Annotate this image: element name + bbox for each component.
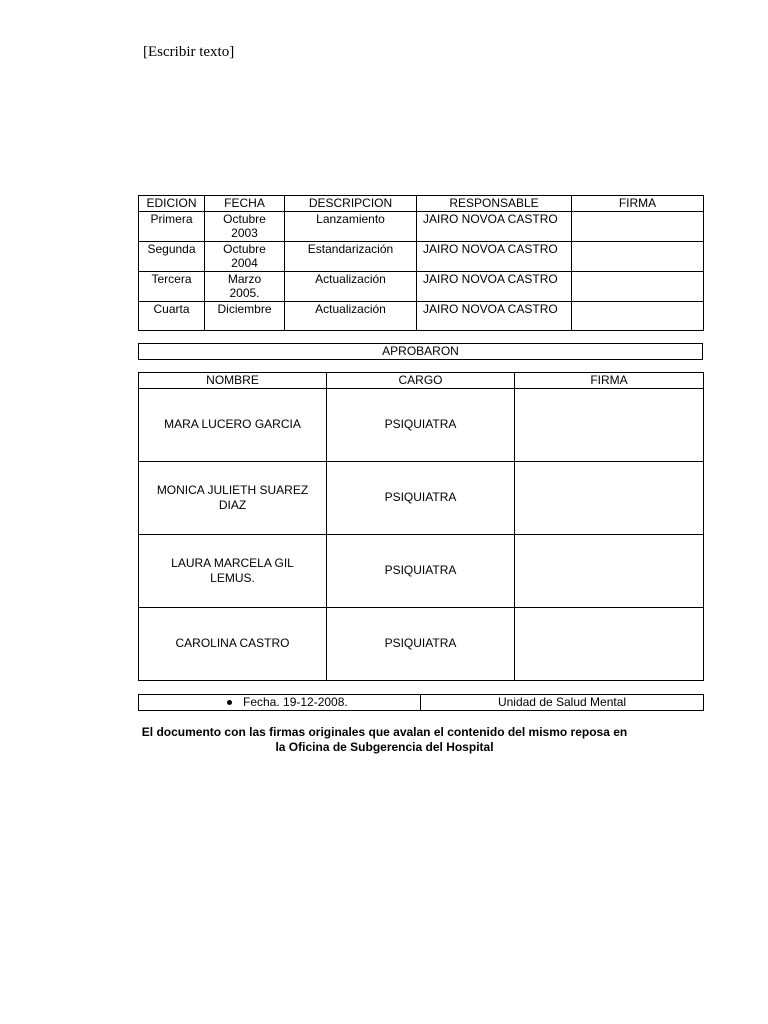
fecha-cell xyxy=(205,301,285,330)
fecha-line2: 2003 xyxy=(231,226,258,240)
fecha-line1: Octubre xyxy=(223,211,266,226)
responsable-cell: JAIRO NOVOA CASTRO xyxy=(417,211,572,241)
nombre-cell xyxy=(139,534,327,607)
approvers-table xyxy=(138,372,704,681)
fecha-line2: 2005. xyxy=(229,286,260,300)
header-placeholder: [Escribir texto] xyxy=(143,44,235,60)
nombre-line2: LEMUS. xyxy=(210,570,255,585)
nombre-line1: MARA LUCERO GARCIA xyxy=(164,417,301,432)
fecha-line1: Diciembre xyxy=(217,301,272,316)
edition-row xyxy=(139,271,704,301)
header-firma: FIRMA xyxy=(572,196,704,212)
fecha-cell xyxy=(205,211,285,241)
fecha-cell xyxy=(205,271,285,301)
unidad-cell: Unidad de Salud Mental xyxy=(421,695,704,711)
fecha-text: Fecha. 19-12-2008. xyxy=(243,695,348,709)
cargo-cell: PSIQUIATRA xyxy=(327,607,515,680)
note-line1: El documento con las firmas originales que avalan el contenido del mismo reposa en xyxy=(141,725,628,739)
signature-cell xyxy=(515,388,704,461)
edition-row xyxy=(139,241,704,271)
edition-table xyxy=(138,195,704,331)
edition-header-row xyxy=(139,196,704,212)
approvers-header-row xyxy=(139,373,704,389)
fecha-cell xyxy=(139,695,421,711)
descripcion-cell: Estandarización xyxy=(285,241,417,271)
header-responsable: RESPONSABLE xyxy=(417,196,572,212)
responsable-cell: JAIRO NOVOA CASTRO xyxy=(417,301,572,330)
header-descripcion: DESCRIPCION xyxy=(285,196,417,212)
edicion-cell: Cuarta xyxy=(139,301,205,330)
firma-cell xyxy=(572,211,704,241)
header-cargo: CARGO xyxy=(327,373,515,389)
responsable-cell: JAIRO NOVOA CASTRO xyxy=(417,271,572,301)
nombre-cell xyxy=(139,461,327,534)
edicion-cell: Segunda xyxy=(139,241,205,271)
header-firma: FIRMA xyxy=(515,373,704,389)
nombre-cell xyxy=(139,607,327,680)
note-line2: la Oficina de Subgerencia del Hospital xyxy=(275,739,494,754)
nombre-line1: CAROLINA CASTRO xyxy=(175,636,290,651)
approver-row xyxy=(139,607,704,680)
responsable-cell: JAIRO NOVOA CASTRO xyxy=(417,241,572,271)
fecha-line1: Marzo xyxy=(227,271,262,286)
header-fecha: FECHA xyxy=(205,196,285,212)
nombre-cell xyxy=(139,388,327,461)
edition-row xyxy=(139,301,704,330)
edicion-cell: Tercera xyxy=(139,271,205,301)
nombre-line2: DIAZ xyxy=(218,497,247,512)
edicion-cell: Primera xyxy=(139,211,205,241)
header-nombre: NOMBRE xyxy=(139,373,327,389)
firma-cell xyxy=(572,301,704,330)
approver-row xyxy=(139,388,704,461)
firma-cell xyxy=(572,271,704,301)
nombre-line1: MONICA JULIETH SUAREZ xyxy=(156,483,309,497)
nombre-line1: LAURA MARCELA GIL xyxy=(171,556,294,570)
cargo-cell: PSIQUIATRA xyxy=(327,388,515,461)
signature-cell xyxy=(515,461,704,534)
cargo-cell: PSIQUIATRA xyxy=(327,461,515,534)
approver-row xyxy=(139,461,704,534)
signature-cell xyxy=(515,607,704,680)
edition-row xyxy=(139,211,704,241)
descripcion-cell: Actualización xyxy=(285,301,417,330)
aprobaron-title: APROBARON xyxy=(139,344,703,360)
fecha-cell xyxy=(205,241,285,271)
firma-cell xyxy=(572,241,704,271)
cargo-cell: PSIQUIATRA xyxy=(327,534,515,607)
descripcion-cell: Lanzamiento xyxy=(285,211,417,241)
header-edicion: EDICION xyxy=(139,196,205,212)
bullet-icon xyxy=(227,700,232,705)
fecha-line1: Octubre xyxy=(223,241,266,256)
approver-row xyxy=(139,534,704,607)
fecha-line2: 2004 xyxy=(231,256,258,270)
aprobaron-table xyxy=(138,343,703,360)
custody-note xyxy=(102,725,667,754)
signature-cell xyxy=(515,534,704,607)
descripcion-cell: Actualización xyxy=(285,271,417,301)
footer-table xyxy=(138,694,704,711)
